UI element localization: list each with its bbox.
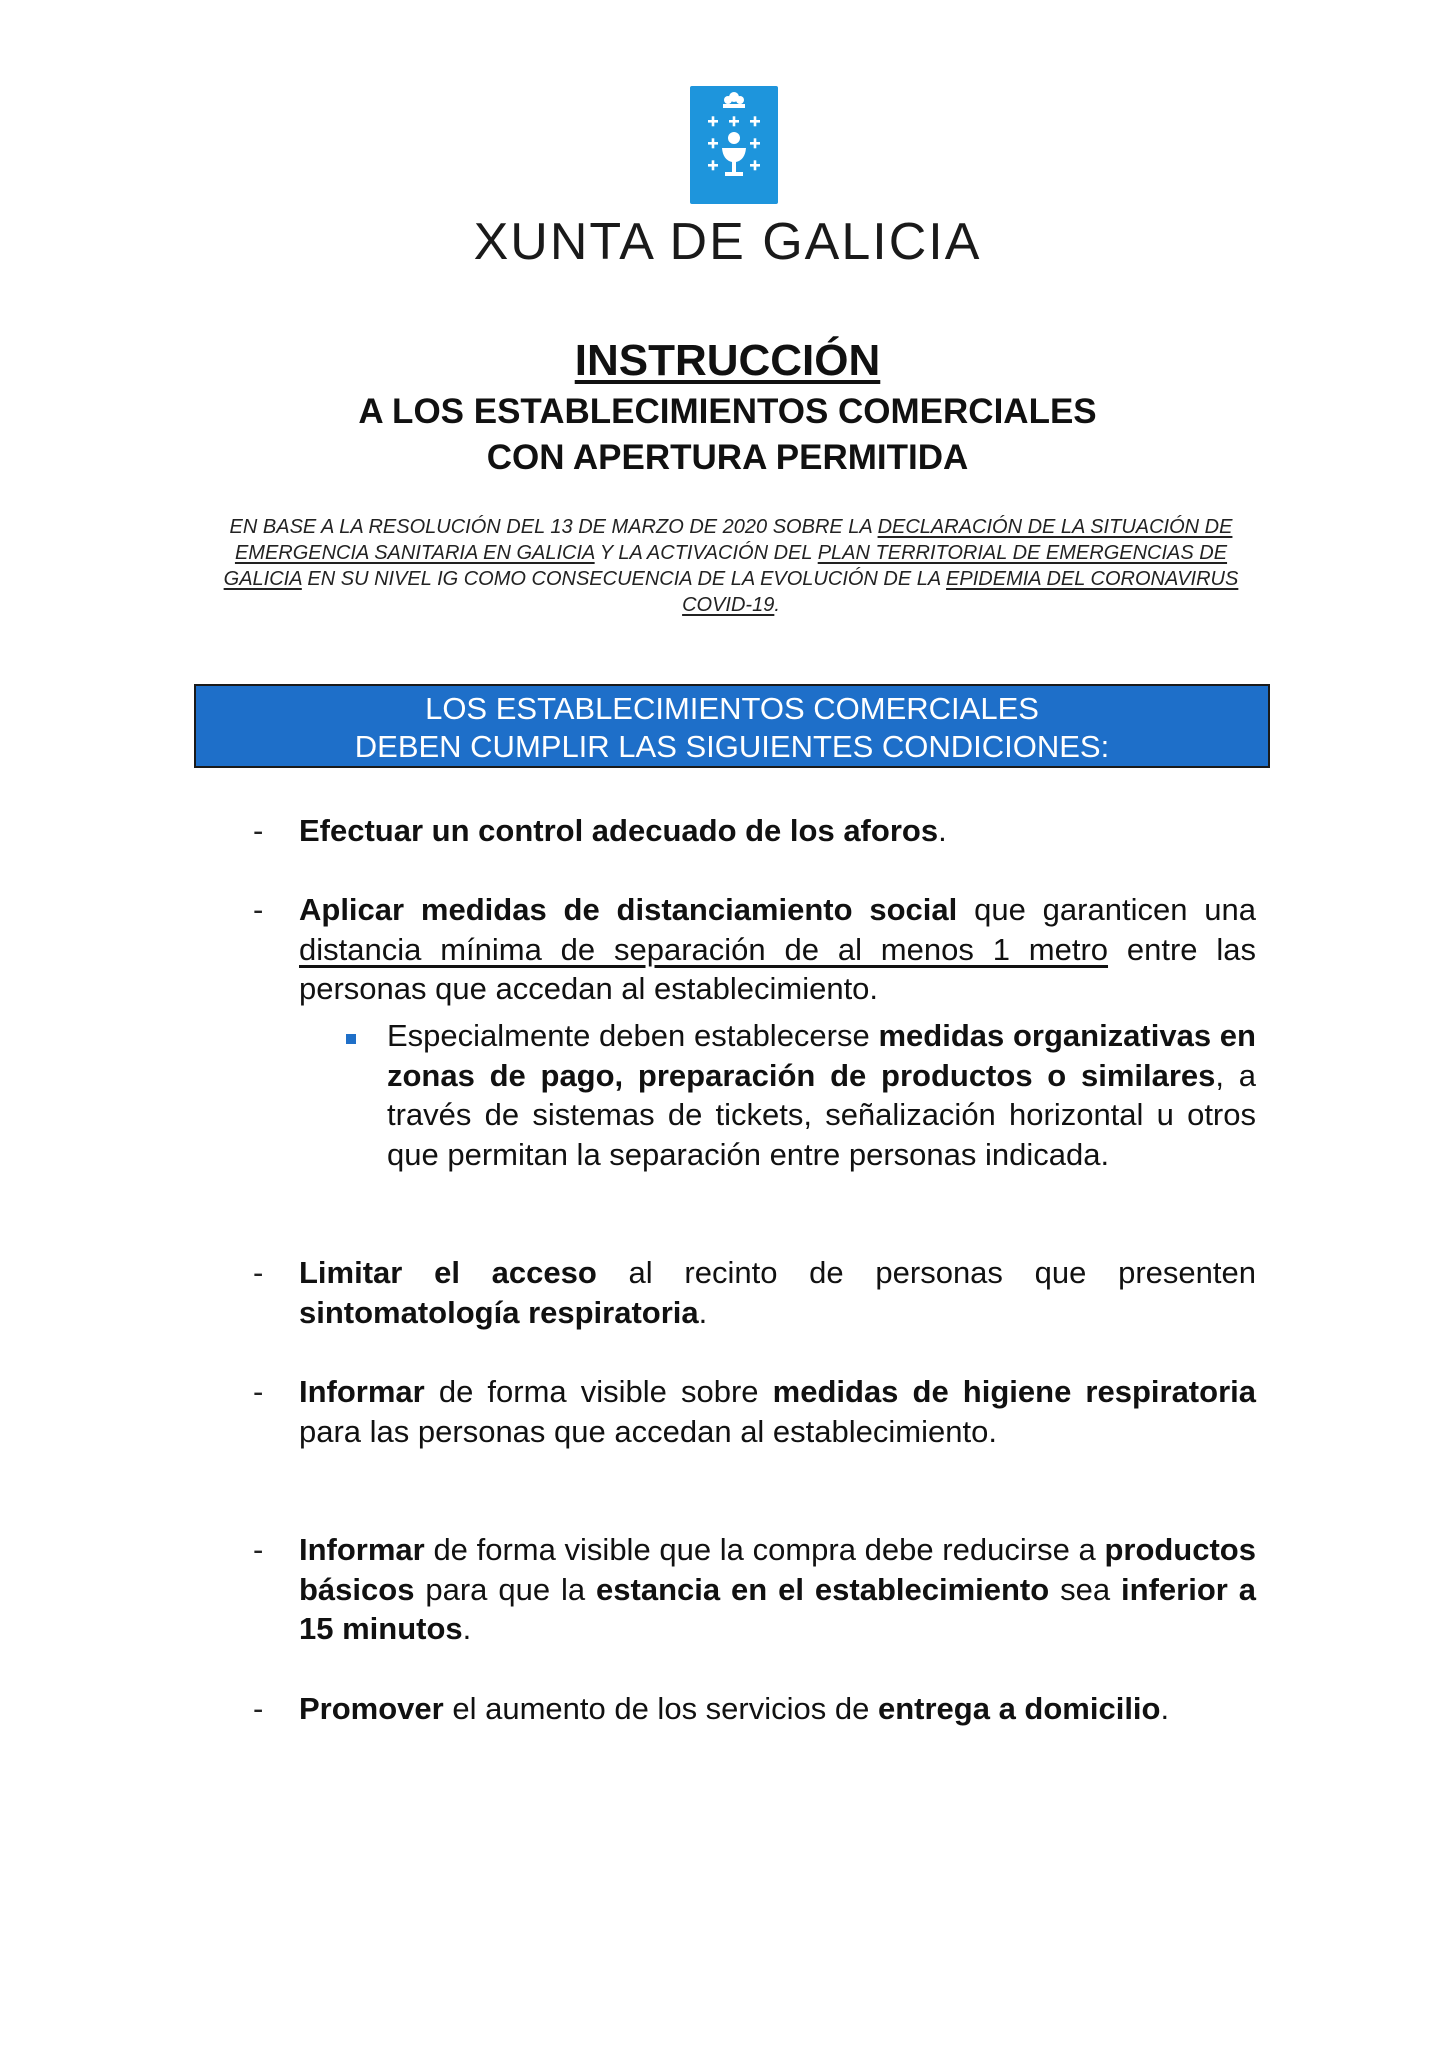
banner-line-2: DEBEN CUMPLIR LAS SIGUIENTES CONDICIONES: bbox=[354, 729, 1110, 764]
preamble-underlined: PLAN TERRITORIAL DE EMERGENCIAS DE GALICIA bbox=[223, 542, 1228, 590]
plain-text: . bbox=[938, 813, 947, 848]
sub-item-text bbox=[387, 1016, 1256, 1174]
preamble bbox=[205, 514, 1257, 618]
preamble-underlined: DECLARACIÓN DE LA SITUACIÓN DE EMERGENCIA SANITARIA EN GALICIA bbox=[234, 516, 1233, 564]
plain-text: entre las personas que accedan al establecimiento. bbox=[299, 931, 1256, 1006]
item-text bbox=[299, 1253, 1256, 1332]
bold-text: sintomatología respiratoria bbox=[299, 1294, 699, 1330]
bold-text: Efectuar un control adecuado de los aforos bbox=[299, 813, 939, 848]
brand-name: XUNTA DE GALICIA bbox=[473, 213, 982, 271]
plain-text: sea bbox=[1049, 1571, 1122, 1607]
bold-text: productos básicos bbox=[299, 1532, 1256, 1607]
item-text bbox=[299, 811, 1256, 851]
item-text bbox=[299, 890, 1256, 1009]
preamble-underlined: EPIDEMIA DEL CORONAVIRUS COVID-19 bbox=[682, 568, 1239, 616]
bold-text: estancia en el establecimiento bbox=[596, 1571, 1050, 1607]
bold-text: medidas de higiene respiratoria bbox=[772, 1374, 1256, 1409]
subtitle-line-1: A LOS ESTABLECIMIENTOS COMERCIALES bbox=[358, 392, 1097, 431]
item-text bbox=[299, 1689, 1256, 1729]
plain-text: . bbox=[698, 1294, 708, 1330]
preamble-text: EN BASE A LA RESOLUCIÓN DEL 13 DE MARZO DE 2020 SOBRE LA bbox=[229, 516, 878, 538]
bold-text: entrega a domicilio bbox=[877, 1691, 1161, 1726]
item-text bbox=[299, 1372, 1256, 1451]
subtitle-line-2: CON APERTURA PERMITIDA bbox=[486, 438, 969, 477]
plain-text: que garanticen una bbox=[957, 892, 1257, 927]
dash-bullet: - bbox=[253, 892, 264, 927]
plain-text: al recinto de personas que presenten bbox=[596, 1255, 1256, 1290]
bold-text: medidas organizativas en zonas de pago, preparación de productos o similares bbox=[387, 1018, 1256, 1093]
plain-text: . bbox=[462, 1611, 472, 1646]
underlined-text: distancia mínima de separación de al menos 1 metro bbox=[299, 931, 1109, 967]
bold-text: Aplicar medidas de distanciamiento social bbox=[299, 892, 958, 927]
plain-text: Especialmente deben establecerse bbox=[387, 1018, 879, 1053]
dash-bullet: - bbox=[253, 813, 264, 848]
plain-text: , a través de sistemas de tickets, señalización horizontal u otros que permitan la separación entre personas indicada. bbox=[387, 1057, 1256, 1172]
plain-text: para que la bbox=[414, 1571, 597, 1607]
conditions-banner bbox=[194, 684, 1270, 768]
preamble-text: . bbox=[774, 594, 780, 616]
xunta-logo bbox=[690, 86, 778, 204]
preamble-text: Y LA ACTIVACIÓN DEL bbox=[594, 542, 818, 564]
dash-bullet: - bbox=[253, 1691, 264, 1726]
bold-text: Informar bbox=[299, 1532, 425, 1567]
preamble-text: EN SU NIVEL IG COMO CONSECUENCIA DE LA EVOLUCIÓN DE LA bbox=[301, 568, 947, 590]
bold-text: inferior a 15 minutos bbox=[299, 1571, 1256, 1646]
dash-bullet: - bbox=[253, 1255, 264, 1290]
plain-text: de forma visible que la compra debe reducirse a bbox=[424, 1532, 1105, 1567]
plain-text: de forma visible sobre bbox=[424, 1374, 773, 1409]
plain-text: para las personas que accedan al establecimiento. bbox=[299, 1413, 997, 1449]
bold-text: Promover bbox=[299, 1691, 444, 1726]
square-bullet-icon bbox=[346, 1034, 356, 1044]
galicia-coat-of-arms-icon bbox=[690, 86, 778, 204]
dash-bullet: - bbox=[253, 1532, 264, 1567]
plain-text: el aumento de los servicios de bbox=[443, 1691, 878, 1726]
dash-bullet: - bbox=[253, 1374, 264, 1409]
bold-text: Limitar el acceso bbox=[299, 1255, 597, 1290]
page-title: INSTRUCCIÓN bbox=[574, 336, 881, 385]
plain-text: . bbox=[1160, 1691, 1170, 1726]
item-text bbox=[299, 1530, 1256, 1649]
banner-line-1: LOS ESTABLECIMIENTOS COMERCIALES bbox=[425, 691, 1039, 726]
bold-text: Informar bbox=[299, 1374, 425, 1409]
